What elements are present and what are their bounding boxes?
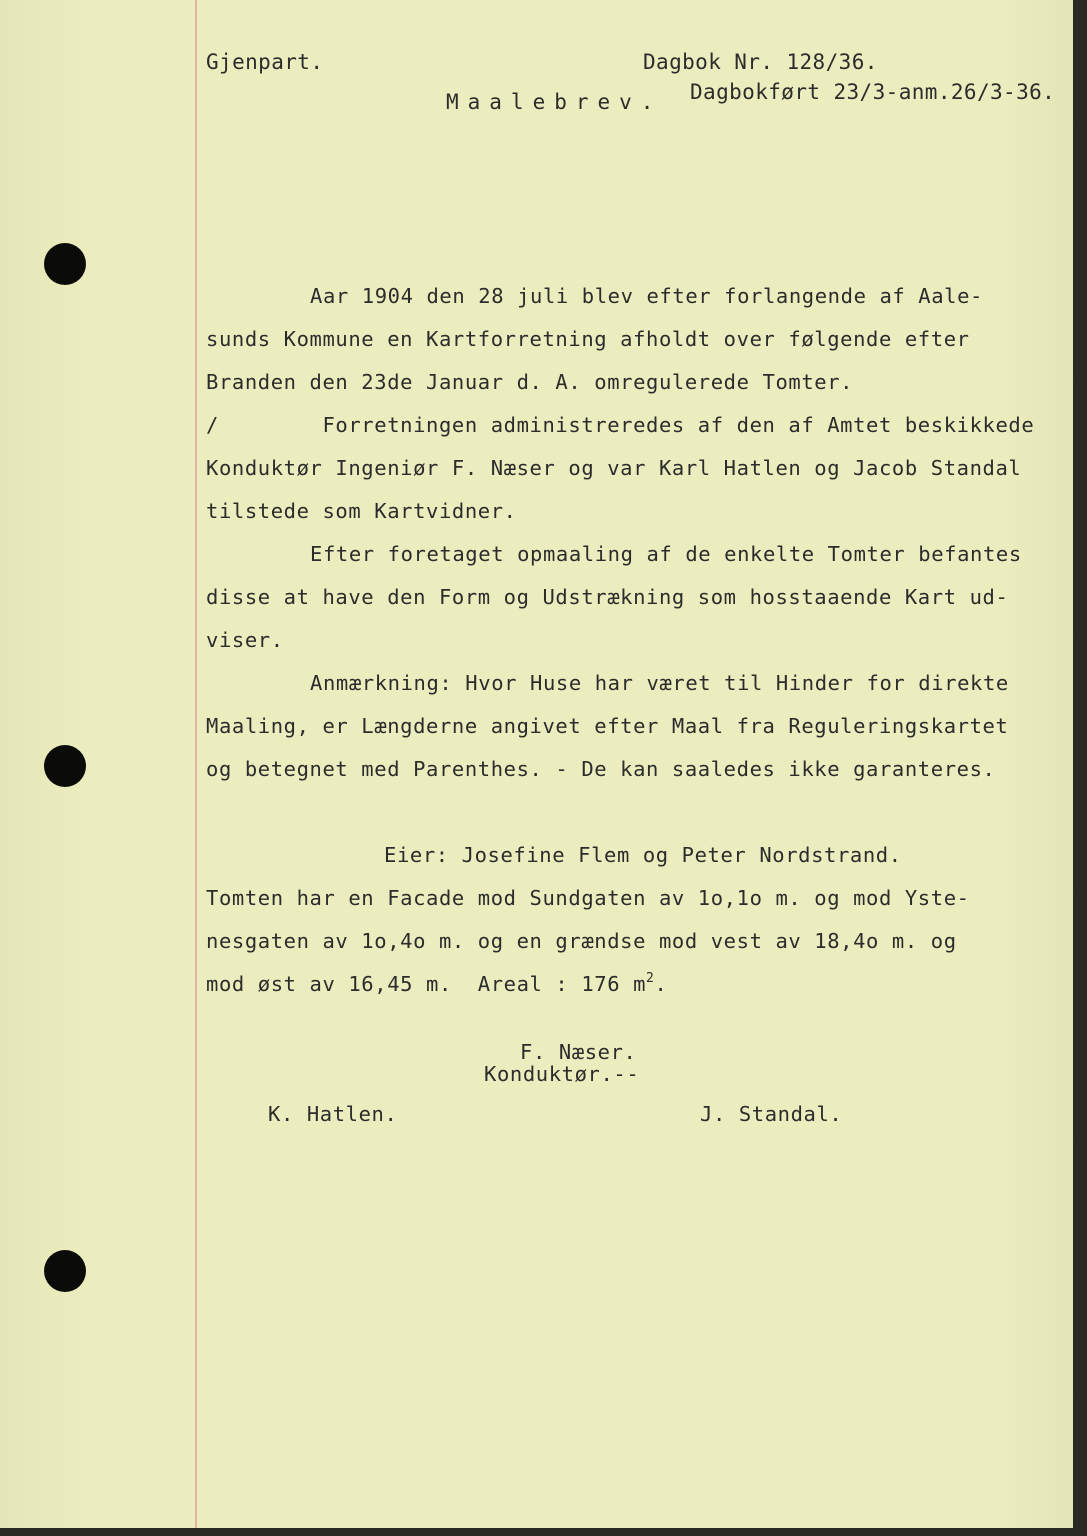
scan-edge-bottom: [0, 1528, 1087, 1536]
text-line: sunds Kommune en Kartforretning afholdt over følgende efter: [206, 327, 970, 351]
punch-hole-top: [44, 243, 86, 285]
surveyor-signature: F. Næser.: [520, 1040, 637, 1064]
text-line: disse at have den Form og Udstrækning som hosstaaende Kart ud-: [206, 585, 1009, 609]
plot-line: nesgaten av 1o,4o m. og en grændse mod vest av 18,4o m. og: [206, 929, 957, 953]
registration-note: Dagbokført 23/3-anm.26/3-36.: [690, 80, 1056, 104]
document-title: Maalebrev.: [446, 90, 663, 114]
text-line: Konduktør Ingeniør F. Næser og var Karl Hatlen og Jacob Standal: [206, 456, 1022, 480]
witness-signature-1: K. Hatlen.: [268, 1102, 398, 1126]
text-line: og betegnet med Parenthes. - De kan saaledes ikke garanteres.: [206, 757, 996, 781]
margin-rule: [195, 0, 197, 1528]
text-line: Efter foretaget opmaaling af de enkelte Tomter befantes: [310, 542, 1022, 566]
witness-signature-2: J. Standal.: [700, 1102, 843, 1126]
plot-area-text: mod øst av 16,45 m. Areal : 176 m: [206, 972, 647, 996]
surveyor-title: Konduktør.--: [484, 1062, 640, 1086]
punch-hole-middle: [44, 745, 86, 787]
owner-line: Eier: Josefine Flem og Peter Nordstrand.: [384, 843, 902, 867]
text-line: tilstede som Kartvidner.: [206, 499, 517, 523]
text-line: Aar 1904 den 28 juli blev efter forlangende af Aale-: [310, 284, 983, 308]
area-superscript: 2: [646, 971, 655, 986]
text-line: Anmærkning: Hvor Huse har været til Hinder for direkte: [310, 671, 1009, 695]
punch-hole-bottom: [44, 1250, 86, 1292]
plot-area-line: [206, 972, 667, 996]
text-line: Branden den 23de Januar d. A. omregulerede Tomter.: [206, 370, 854, 394]
area-end: .: [654, 972, 668, 996]
text-line: viser.: [206, 628, 284, 652]
text-line: Maaling, er Længderne angivet efter Maal fra Reguleringskartet: [206, 714, 1009, 738]
scan-edge-right: [1073, 0, 1087, 1536]
plot-line: Tomten har en Facade mod Sundgaten av 1o,1o m. og mod Yste-: [206, 886, 970, 910]
text-line: / Forretningen administreredes af den af Amtet beskikkede: [206, 413, 1035, 437]
copy-label: Gjenpart.: [206, 50, 324, 74]
journal-reference: Dagbok Nr. 128/36.: [643, 50, 878, 74]
